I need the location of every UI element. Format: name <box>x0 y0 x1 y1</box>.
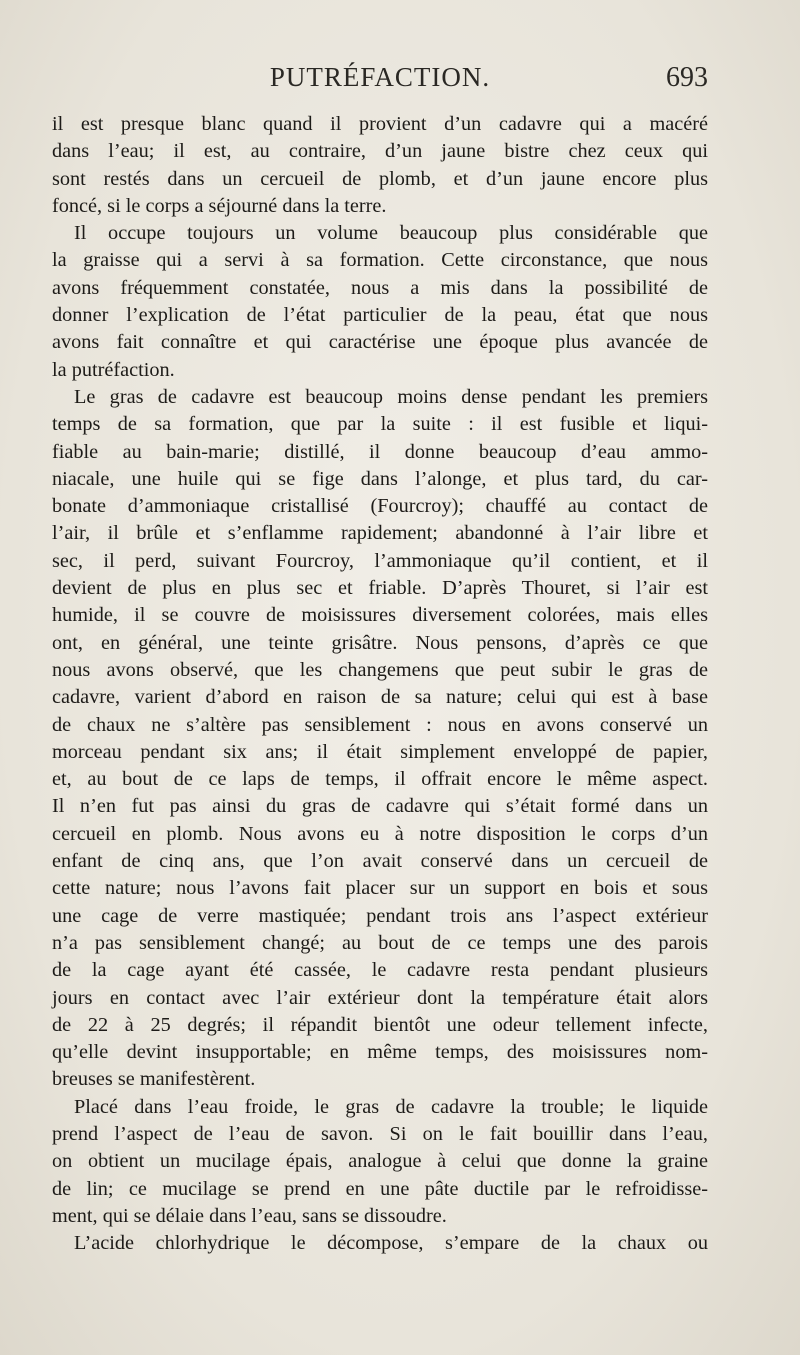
page-header <box>52 62 708 102</box>
text-line: n’a pas sensiblement changé; au bout de ce temps une des parois <box>52 931 708 954</box>
text-line: la putréfaction. <box>52 358 175 381</box>
text-line: de la cage ayant été cassée, le cadavre resta pendant plusieurs <box>52 959 708 982</box>
text-line: dans l’eau; il est, au contraire, d’un jaune bistre chez ceux qui <box>52 140 708 163</box>
text-line: et, au bout de ce laps de temps, il offrait encore le même aspect. <box>52 768 708 791</box>
text-line: fiable au bain-marie; distillé, il donne beaucoup d’eau ammo- <box>52 440 708 463</box>
text-line: niacale, une huile qui se fige dans l’alonge, et plus tard, du car- <box>52 467 708 490</box>
text-line: Le gras de cadavre est beaucoup moins dense pendant les premiers <box>74 385 708 408</box>
text-line: nous avons observé, que les changemens que peut subir le gras de <box>52 658 708 681</box>
text-line: qu’elle devint insupportable; en même temps, des moisissures nom- <box>52 1041 708 1064</box>
text-line: la graisse qui a servi à sa formation. Cette circonstance, que nous <box>52 249 708 272</box>
page-number: 693 <box>666 62 708 93</box>
text-line: ont, en général, une teinte grisâtre. Nous pensons, d’après ce que <box>52 631 708 654</box>
text-line: foncé, si le corps a séjourné dans la terre. <box>52 194 387 217</box>
text-line: une cage de verre mastiquée; pendant trois ans l’aspect extérieur <box>52 904 708 927</box>
text-line: temps de sa formation, que par la suite : il est fusible et liqui- <box>52 413 708 436</box>
text-line: sec, il perd, suivant Fourcroy, l’ammoniaque qu’il contient, et il <box>52 549 708 572</box>
text-line: donner l’explication de l’état particulier de la peau, état que nous <box>52 304 708 327</box>
text-line: ment, qui se délaie dans l’eau, sans se dissoudre. <box>52 1204 447 1227</box>
text-line: Placé dans l’eau froide, le gras de cadavre la trouble; le liquide <box>74 1095 708 1118</box>
text-line: breuses se manifestèrent. <box>52 1068 256 1091</box>
text-line: humide, il se couvre de moisissures diversement colorées, mais elles <box>52 604 708 627</box>
text-line: morceau pendant six ans; il était simplement enveloppé de papier, <box>52 740 708 763</box>
text-line: de lin; ce mucilage se prend en une pâte ductile par le refroidisse- <box>52 1177 708 1200</box>
text-line: devient de plus en plus sec et friable. D’après Thouret, si l’air est <box>52 577 708 600</box>
text-line: avons fait connaître et qui caractérise une époque plus avancée de <box>52 331 708 354</box>
text-line: jours en contact avec l’air extérieur dont la température était alors <box>52 986 708 1009</box>
text-line: Il occupe toujours un volume beaucoup plus considérable que <box>74 222 708 245</box>
text-line: il est presque blanc quand il provient d’un cadavre qui a macéré <box>52 113 708 135</box>
text-line: cadavre, varient d’abord en raison de sa nature; celui qui est à base <box>52 686 708 709</box>
text-line: on obtient un mucilage épais, analogue à celui que donne la graine <box>52 1150 708 1173</box>
text-line: cette nature; nous l’avons fait placer sur un support en bois et sous <box>52 877 708 900</box>
text-line: de 22 à 25 degrés; il répandit bientôt une odeur tellement infecte, <box>52 1013 708 1036</box>
running-title: PUTRÉFACTION. <box>269 62 491 92</box>
body-text <box>52 111 708 1257</box>
text-line: bonate d’ammoniaque cristallisé (Fourcroy); chauffé au contact de <box>52 495 708 518</box>
text-line: l’air, il brûle et s’enflamme rapidement; abandonné à l’air libre et <box>52 522 708 545</box>
text-line: Il n’en fut pas ainsi du gras de cadavre qui s’était formé dans un <box>52 795 708 818</box>
text-line: avons fréquemment constatée, nous a mis dans la possibilité de <box>52 276 708 299</box>
text-line: de chaux ne s’altère pas sensiblement : nous en avons conservé un <box>52 713 708 736</box>
text-line: enfant de cinq ans, que l’on avait conservé dans un cercueil de <box>52 850 708 873</box>
text-line: prend l’aspect de l’eau de savon. Si on le fait bouillir dans l’eau, <box>52 1122 708 1145</box>
text-line: L’acide chlorhydrique le décompose, s’empare de la chaux ou <box>74 1232 708 1255</box>
text-line: cercueil en plomb. Nous avons eu à notre disposition le corps d’un <box>52 822 708 845</box>
text-line: sont restés dans un cercueil de plomb, et d’un jaune encore plus <box>52 167 708 190</box>
